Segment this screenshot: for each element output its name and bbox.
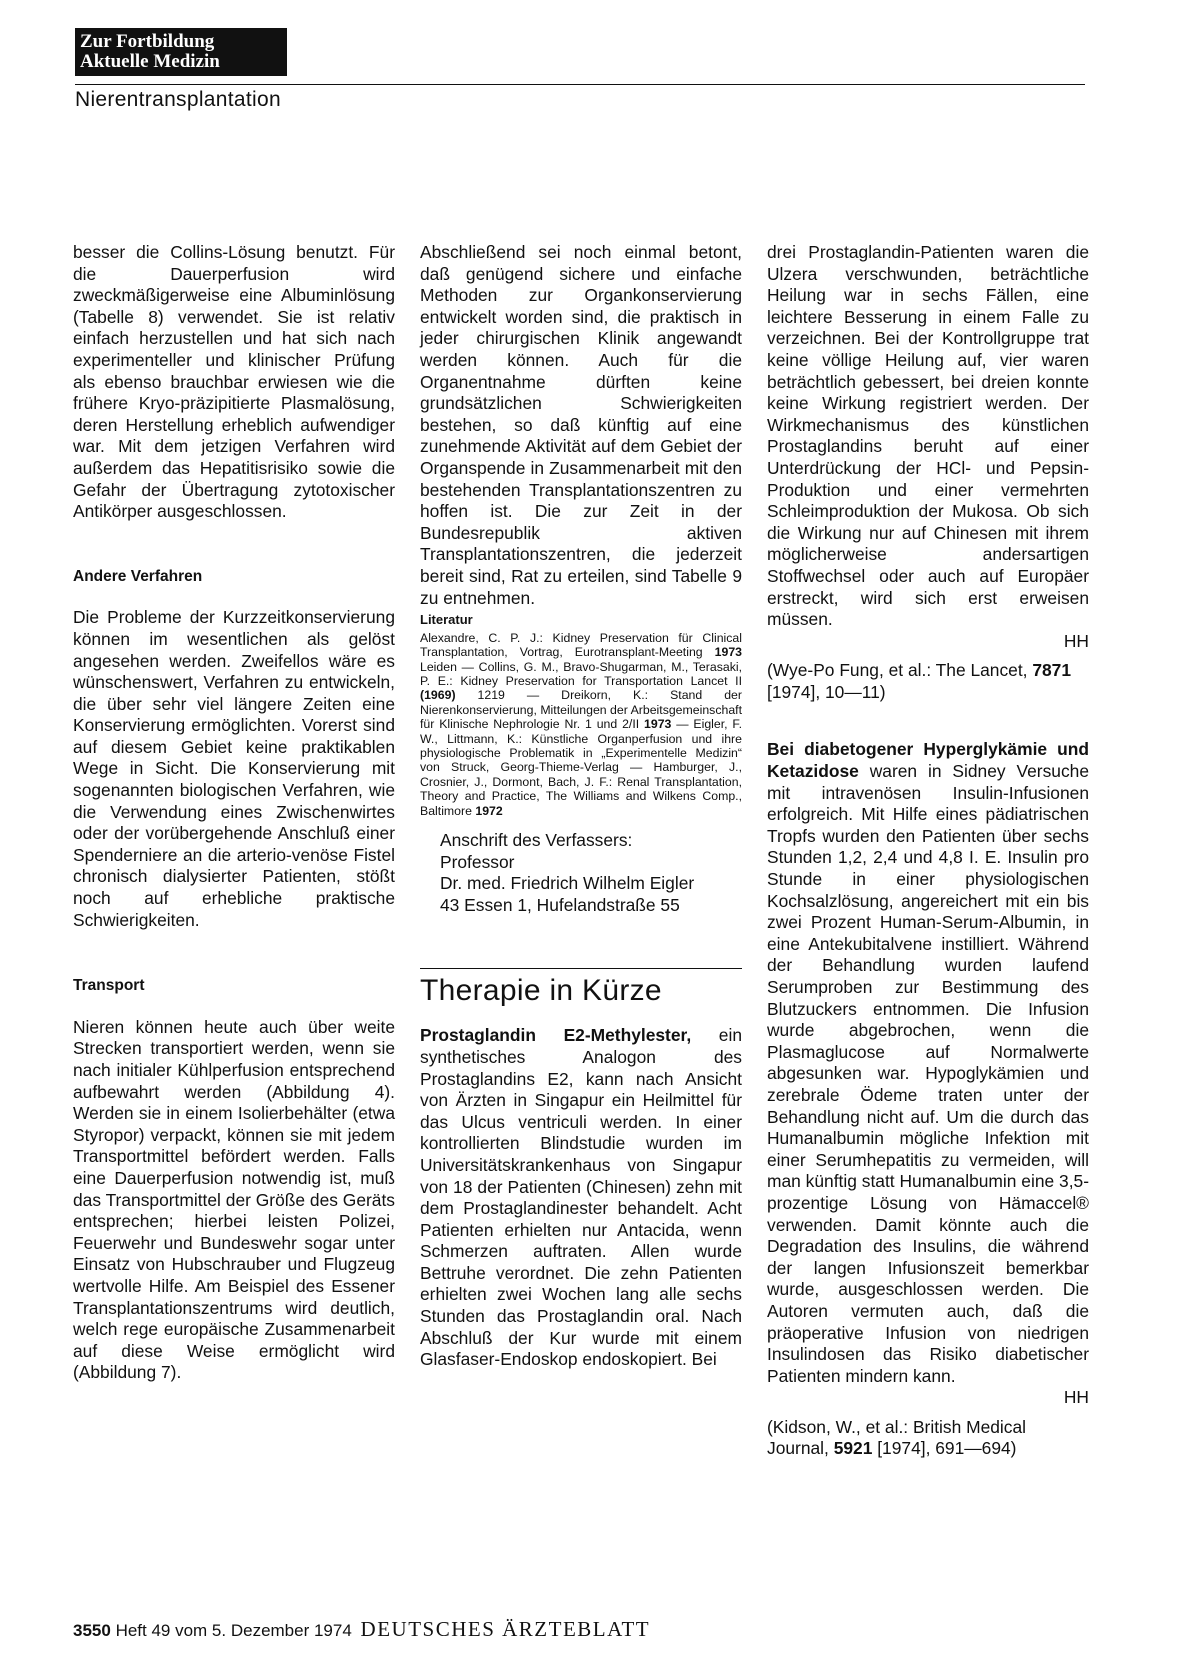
page-footer: [73, 1617, 650, 1642]
rubric-line2: Aktuelle Medizin: [80, 51, 220, 72]
section-title: Nierentransplantation: [75, 88, 281, 111]
address-line: 43 Essen 1, Hufelandstraße 55: [440, 894, 680, 915]
paragraph-abschliessend: Abschließend sei noch einmal betont, daß genügend sichere und einfache Methoden zur Organkonservierung entwickelt worden sind, die praktisch in jeder chirurgischen Klinik angewandt werden können. Auch für die Organentnahme dürften keine grundsätzlichen Schwierigkeiten bestehen, so daß künftig auf eine zunehmende Aktivität auf dem Gebiet der Organspende in Zusammenarbeit mit den bestehenden Transplantationszentren zu hoffen ist. Die zur Zeit in der Bundesrepublik aktiven Transplantationszentren, die jederzeit bereit sind, Rat zu erteilen, sind Tabelle 9 zu entnehmen.: [420, 242, 742, 608]
therapie-title: Therapie in Kürze: [420, 974, 662, 1008]
paragraph-andere-verfahren: Die Probleme der Kurzzeitkonservierung können im wesentlichen als gelöst angesehen werden. Zweifellos wäre es wünschenswert, Verfahren zu entwickeln, die über sehr viel längere Zeiten eine Konservierung ermöglichten. Vorerst sind auf diesem Gebiet keine praktikablen Wege in Sicht. Die Konservierung mit sogenannten biologischen Verfahren, wie die Verwendung eines Zwischenwirtes oder der vorübergehende Anschluß einer Spenderniere an die arterio-venöse Fistel chronisch dialysierter Patienten, stößt noch auf erhebliche praktische Schwierigkeiten.: [73, 607, 395, 930]
column-1: [73, 242, 395, 1384]
paragraph-prostaglandin-cont: drei Prostaglandin-Patienten waren die Ulzera verschwunden, beträchtliche Heilung war in sechs Fällen, eine leichtere Besserung in einem Falle zu verzeichnen. Bei der Kontrollgruppe trat keine völlige Heilung auf, vier waren beträchtlich gebessert, bei dreien konnte keine Wirkung registriert werden. Der Wirkmechanismus des künstlichen Prostaglandins beruht auf einer Unterdrückung der HCl- und Pepsin-Produktion und einer vermehrten Schleimproduktion der Mukosa. Ob sich die Wirkung nur auf Chinesen mit ihrem möglicherweise andersartigen Stoffwechsel oder auch auf Europäer erstreckt, wird sich erst erweisen müssen.: [767, 242, 1089, 630]
signature-hh: HH: [1063, 1387, 1089, 1408]
paragraph-collins: besser die Collins-Lösung benutzt. Für die Dauerperfusion wird zweckmäßigerweise eine Albuminlösung (Tabelle 8) verwendet. Sie ist relativ einfach herzustellen und hat sich nach experimenteller und klinischer Prüfung als ebenso brauchbar erwiesen wie die frühere Kryo-präzipitierte Plasmalösung, deren Herstellung erheblich aufwendiger war. Mit dem jetzigen Verfahren wird außerdem das Hepatitisrisiko sowie die Gefahr der Übertragung zytotoxischer Antikörper ausgeschlossen.: [73, 242, 395, 522]
signature-hh: HH: [1063, 630, 1089, 651]
reference-lancet: (Wye-Po Fung, et al.: The Lancet, 7871 [1974], 10—11): [767, 660, 1072, 702]
header-rule: [75, 84, 1085, 85]
column-2: [420, 242, 742, 1371]
address-line: Professor: [440, 851, 515, 872]
author-address: [440, 830, 742, 916]
rubric-box: [75, 28, 287, 76]
heading-transport: Transport: [73, 977, 145, 995]
reference-bmj: (Kidson, W., et al.: British Medical Journal, 5921 [1974], 691—694): [767, 1416, 1027, 1459]
prostaglandin-lead: Prostaglandin E2-Methylester,: [420, 1025, 692, 1046]
address-line: Anschrift des Verfassers:: [440, 829, 633, 850]
heading-andere-verfahren: Andere Verfahren: [73, 567, 203, 585]
paragraph-diabetes: Bei diabetogener Hyperglykämie und Ketazidose waren in Sidney Versuche mit intravenösen Insulin-Infusionen erfolgreich. Mit Hilfe eines pädiatrischen Tropfs wurden den Patienten über sechs Stunden 1,2, 2,4 und 4,8 I. E. Insulin pro Stunde in einer physiologischen Kochsalzlösung, angereichert mit ein bis zwei Prozent Human-Serum-Albumin, in eine Antekubitalvene instilliert. Während der Behandlung wurden laufend Serumproben zur Bestimmung des Blutzuckers entnommen. Die Infusion wurde abgebrochen, wenn die Plasmaglucose auf Normalwerte abgesunken war. Hypoglykämien und zerebrale Ödeme traten unter der Behandlung nicht auf. Um die durch das Humanalbumin mögliche Infektion mit einer Serumhepatitis zu vermeiden, will man künftig statt Humanalbumin eine 3,5-prozentige Lösung von Hämaccel® verwenden. Damit könnte auch die Degradation des Insulins, die während der langen Infusionszeit bemerkbar wurde, ausgeschlossen werden. Die Autoren vermuten auch, daß die präoperative Infusion von niedrigen Insulindosen das Risiko diabetischer Patienten mindern kann.: [767, 739, 1089, 1386]
column-3: [767, 242, 1089, 1460]
diabetes-lead: Bei diabetogener Hyperglykämie und Ketazidose: [767, 739, 1089, 782]
rubric-line1: Zur Fortbildung: [80, 31, 215, 52]
paragraph-transport: Nieren können heute auch über weite Strecken transportiert werden, wenn sie nach initialer Kühlperfusion entsprechend aufbewahrt werden (Abbildung 4). Werden sie in einem Isolierbehälter (etwa Styropor) verpackt, können sie mit jedem Transportmittel befördert werden. Falls eine Dauerperfusion notwendig ist, muß das Transportmittel der Größe des Geräts entsprechen; hierbei leisten Polizei, Feuerwehr und Bundeswehr sogar unter Einsatz von Hubschrauber und Flugzeug wertvolle Hilfe. Am Beispiel des Essener Transplantationszentrums wird deutlich, welch rege europäische Zusammenarbeit auf diese Weise ermöglicht wird (Abbildung 7).: [73, 1016, 395, 1383]
literature-list: Alexandre, C. P. J.: Kidney Preservation für Clinical Transplantation, Vortrag, Eurotransplant-Meeting 1973 Leiden — Collins, G. M., Bravo-Shugarman, M., Terasaki, P. E.: Kidney Preservation for Transportation Lancet II (1969) 1219 — Dreikorn, K.: Stand der Nierenkonservierung, Mitteilungen der Arbeitsgemeinschaft für Klinische Nephrologie Nr. 1 und 2/II 1973 — Eigler, F. W., Littmann, K.: Künstliche Organperfusion und ihre physiologische Problematik in „Experimentelle Medizin“ von Struck, Georg-Thieme-Verlag — Hamburger, J., Crosnier, J., Dormont, Bach, J. F.: Renal Transplantation, Theory and Practice, The Williams and Wilkens Comp., Baltimore 1972: [420, 630, 742, 818]
address-line: Dr. med. Friedrich Wilhelm Eigler: [440, 873, 695, 894]
page-number: 3550: [73, 1621, 111, 1640]
journal-masthead: DEUTSCHES ÄRZTEBLATT: [360, 1617, 651, 1641]
issue-info: Heft 49 vom 5. Dezember 1974: [115, 1621, 352, 1640]
paragraph-prostaglandin: Prostaglandin E2-Methylester, ein synthetisches Analogon des Prostaglandins E2, kann nach Ansicht von Ärzten in Singapur ein Heilmittel für das Ulcus ventriculi werden. In einer kontrollierten Blindstudie wurden im Universitätskrankenhaus von Singapur von 18 der Patienten (Chinesen) zehn mit dem Prostaglandinester behandelt. Acht Patienten erhielten nur Antacida, wenn Schmerzen auftraten. Allen wurde Bettruhe verordnet. Die zehn Patienten erhielten zwei Wochen lang alle sechs Stunden das Prostaglandin oral. Nach Abschluß der Kur wurde mit einem Glasfaser-Endoskop endoskopiert. Bei: [420, 1025, 742, 1370]
literature-heading: Literatur: [420, 612, 473, 628]
therapie-rule: [420, 968, 742, 969]
